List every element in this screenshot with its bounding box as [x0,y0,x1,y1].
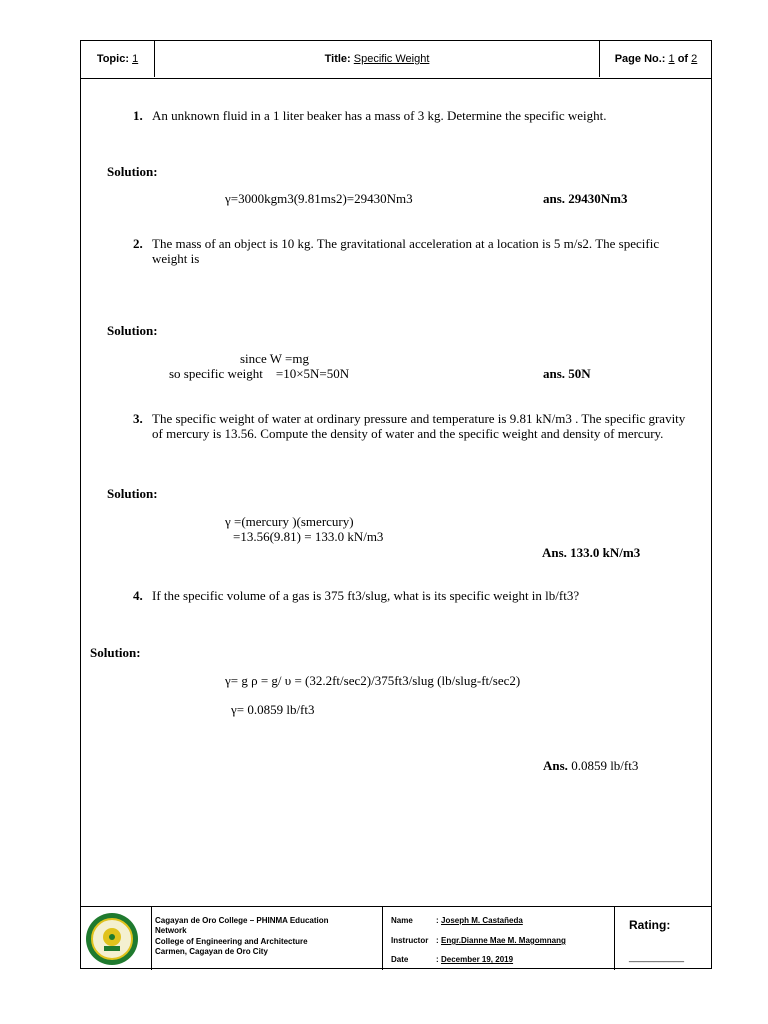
problem-number: 4. [133,588,143,603]
answer-value: 0.0859 lb/ft3 [571,758,639,773]
header-row [81,41,711,79]
title-value: Specific Weight [353,53,430,65]
solution-equation: γ =(mercury )(smercury) [225,514,354,529]
answer: ans. 50N [543,366,591,381]
problem-question: If the specific volume of a gas is 375 ft3/slug, what is its specific weight in lb/ft3? [152,588,580,603]
colon: : [436,916,439,925]
instructor-value: Engr.Dianne Mae M. Magomnang [441,936,566,945]
problem-2 [133,236,693,268]
problem-question: The specific weight of water at ordinary pressure and temperature is 9.81 kN/m3 . The specific gravity of mercury is 13.56. Compute the density of water and the specific weight and density of mercury. [152,411,686,441]
solution-equation: γ= 0.0859 lb/ft3 [231,702,315,717]
worksheet-frame [80,40,712,969]
footer [81,906,711,970]
rating-line: ___________ [629,952,685,962]
solution-label: Solution: [107,486,158,501]
solution-equation: γ=3000kgm3(9.81ms2)=29430Nm3 [225,191,413,206]
solution-equation: γ= g ρ = g/ υ = (32.2ft/sec2)/375ft3/slug (lb/slug-ft/sec2) [225,673,521,688]
problem-3 [133,411,693,459]
problem-number: 1. [133,108,143,123]
footer-divider [151,907,152,970]
colon: : [436,936,439,945]
institution-line: Network [155,926,187,935]
problem-1 [133,108,693,124]
footer-divider [382,907,383,970]
solution-equation: so specific weight =10×5N=50N [169,366,350,381]
institution-line: Carmen, Cagayan de Oro City [155,947,268,956]
institution-line: Cagayan de Oro College – PHINMA Education [155,916,329,925]
answer [543,758,638,774]
topic-cell [81,41,154,77]
page-label: Page No.: [614,53,666,65]
page-cell [600,41,712,77]
institution-line: College of Engineering and Architecture [155,937,308,946]
problem-question: The mass of an object is 10 kg. The gravitational acceleration at a location is 5 m/s2. The specific weight is [152,236,660,266]
rating-label: Rating: [629,918,671,932]
topic-value: 1 [132,53,139,65]
instructor-label: Instructor [391,936,429,945]
date-label: Date [391,955,409,964]
problem-number: 3. [133,411,143,426]
page-current: 1 [668,53,675,65]
solution-label: Solution: [107,164,158,179]
college-seal-icon [84,911,140,967]
problem-4 [133,588,693,604]
solution-label: Solution: [90,645,141,660]
solution-equation: =13.56(9.81) = 133.0 kN/m3 [233,529,384,544]
answer: Ans. 133.0 kN/m3 [542,545,641,560]
answer: ans. 29430Nm3 [543,191,628,206]
solution-label: Solution: [107,323,158,338]
name-label: Name [391,916,413,925]
problem-number: 2. [133,236,143,251]
page-total: 2 [691,53,698,65]
answer-label: Ans. [543,758,568,773]
title-label: Title: [324,53,351,65]
problem-question: An unknown fluid in a 1 liter beaker has a mass of 3 kg. Determine the specific weight. [152,108,607,123]
footer-divider [614,907,615,970]
title-cell [155,41,599,77]
colon: : [436,955,439,964]
name-value: Joseph M. Castañeda [441,916,523,925]
solution-equation: since W =mg [240,351,309,366]
page-of: of [677,53,689,65]
topic-label: Topic: [96,53,129,65]
date-value: December 19, 2019 [441,955,514,964]
